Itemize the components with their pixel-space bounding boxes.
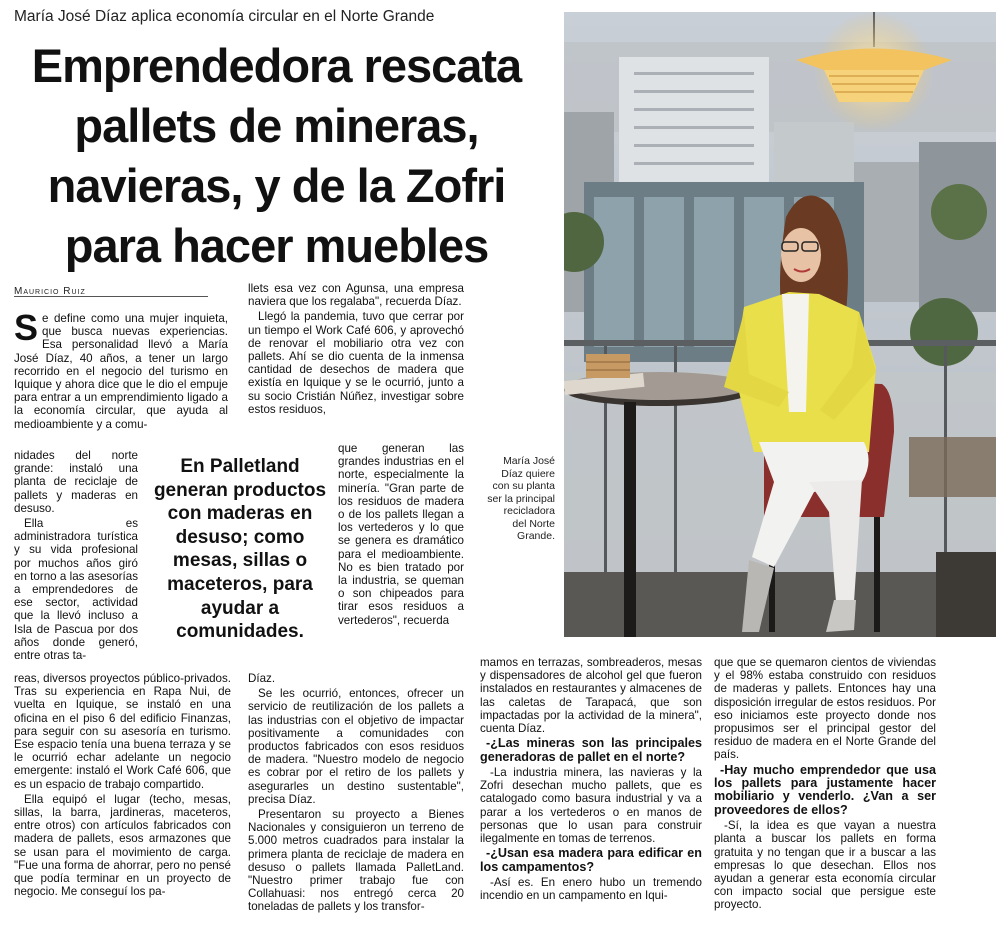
paragraph: Ella es administradora turística y su vida profesional por muchos años giró en torno a las asesorías a emprendedores de ese sector, actividad que la llevó incluso a Isla de Pascua por dos años donde generó, entre otras ta- (14, 517, 138, 663)
headline-line: Emprendedora rescata (31, 39, 522, 92)
article-headline (4, 36, 549, 276)
interview-answer: -Así es. En enero hubo un tremendo incendio en un campamento en Iqui- (480, 876, 702, 903)
paragraph: Llegó la pandemia, tuvo que cerrar por un tiempo el Work Café 606, y aprovechó de renovar el mobiliario otra vez con pallets. Ahí se dio cuenta de la inmensa cantidad de desechos de madera que existía en Iquique y se le ocurrió, junto a su socio Cristián Núñez, investigar sobre estos residuos, (248, 310, 464, 416)
paragraph: Díaz. (248, 672, 276, 685)
column-3 (480, 656, 702, 904)
paragraph: Se les ocurrió, entonces, ofrecer un servicio de reutilización de los pallets a las industrias con el objetivo de impactar positivamente a comunidades con productos fabricados con esos residuos de madera. "Nuestro modelo de negocio es cobrar por el retiro de los pallets y asegurarles un destino sustentable", precisa Díaz. (248, 687, 464, 806)
paragraph: llets esa vez con Agunsa, una empresa naviera que los regalaba", recuerda Díaz. (248, 282, 464, 309)
byline-rule (14, 296, 208, 297)
interview-question: -¿Las mineras son las principales generadoras de pallet en el norte? (480, 736, 702, 764)
paragraph: reas, diversos proyectos público-privados. Tras su experiencia en Rapa Nui, de vuelta en Iquique, se instaló en una oficina en el piso 6 del edificio Finanzas, para seguir con su asesoría en turismo. Ese espacio tenía una buena terraza y se le ocurrió echar adelante un negocio emergente: instaló el Work Café 606, que es un espacio de trabajo compartido. (14, 672, 231, 791)
column-2-bottom (248, 672, 464, 916)
column-4 (714, 656, 936, 914)
column-2-top (248, 282, 464, 418)
interview-question: -Hay mucho emprendedor que usa los pallets para justamente hacer mobiliario y venderlo. ¿Van a ser proveedores de ellos? (714, 762, 936, 817)
headline-line: pallets de mineras, (74, 99, 479, 152)
article-kicker: María José Díaz aplica economía circular en el Norte Grande (14, 8, 435, 25)
column-1-intro (14, 307, 228, 433)
column-1-narrow (14, 449, 138, 664)
headline-line: para hacer muebles (64, 219, 489, 272)
paragraph: que generan las grandes industrias en el norte, especialmente la minería. "Gran parte de los residuos de madera o de los pallets llegan a los vertederos y lo que se genera es dramático para el medioambiente. No es bien tratado por la industria, se queman o son chipeados para tirar esos residuos a vertederos", recuerda (338, 442, 464, 627)
paragraph: Presentaron su proyecto a Bienes Nacionales y consiguieron un terreno de 5.000 metros cuadrados para instalar la primera planta de reciclaje de madera en desuso o pallets llamada PalletLand. "Nuestro primer trabajo fue con Collahuasi: nos entregó cerca 20 toneladas de pallets y los transfor- (248, 808, 464, 914)
paragraph: nidades del norte grande: instaló una planta de reciclaje de pallets y maderas en desuso. (14, 449, 138, 515)
paragraph: Se define como una mujer inquieta, que busca nuevas experiencias. Esa personalidad llevó a María José Díaz, 40 años, a tener un largo recorrido en el negocio del turismo en Iquique y ahora dice que le dio el empuje para entrar a un emprendimiento ligado a la economía circular, que ayuda al medioambiente y a comu- (14, 307, 228, 431)
paragraph: Ella equipó el lugar (techo, mesas, sillas, la barra, jardineras, maceteros, entre otros) con artículos fabricados con madera de pallets, esos armazones que se usan para el movimiento de carga. "Fue una forma de ahorrar, pero no pensé que podía terminar en un proyecto de negocio. Me conseguí los pa- (14, 792, 231, 899)
paragraph: mamos en terrazas, sombreaderos, mesas y dispensadores de alcohol gel que fueron instalados en restaurantes y almacenes de las caletas de Tarapacá, que son impactadas por la actividad de la minera", cuenta Díaz. (480, 656, 702, 736)
column-1-bottom (14, 672, 231, 900)
headline-line: navieras, y de la Zofri (47, 159, 506, 212)
interview-answer: -La industria minera, las navieras y la Zofri desechan mucho pallets, que es catalogado como basura industrial y va a parar a los vertederos o en manos de personas que lo usan para construir ilegalmente en tomas de terrenos. (480, 766, 702, 846)
byline: Mauricio Ruiz (14, 286, 86, 297)
column-2-narrow (338, 442, 464, 629)
interview-answer: -Sí, la idea es que vayan a nuestra planta a buscar los pallets en forma gratuita y no tengan que ir a buscar a las empresas lo que desechan. Ellos nos ayudan a generar esta economía circular con impacto social que persigue este proyecto. (714, 819, 936, 912)
photo-illustration (564, 12, 996, 637)
article-photo (564, 12, 996, 637)
photo-caption: María José Díaz quiere con su planta ser la principal recicladora del Norte Grande. (487, 455, 555, 542)
paragraph: que que se quemaron cientos de viviendas y el 98% estaba construido con residuos de maderas y pallets. Entonces hay una disposición irregular de estos residuos. Por eso iniciamos este proyecto donde nos propusimos ser el principal gestor del residuo de madera en el Norte Grande del país. (714, 656, 936, 762)
interview-question: -¿Usan esa madera para edificar en los campamentos? (480, 846, 702, 874)
pull-quote: En Palletland generan productos con maderas en desuso; como mesas, sillas o maceteros, para ayudar a comunidades. (153, 456, 327, 643)
drop-cap: S (14, 307, 39, 348)
